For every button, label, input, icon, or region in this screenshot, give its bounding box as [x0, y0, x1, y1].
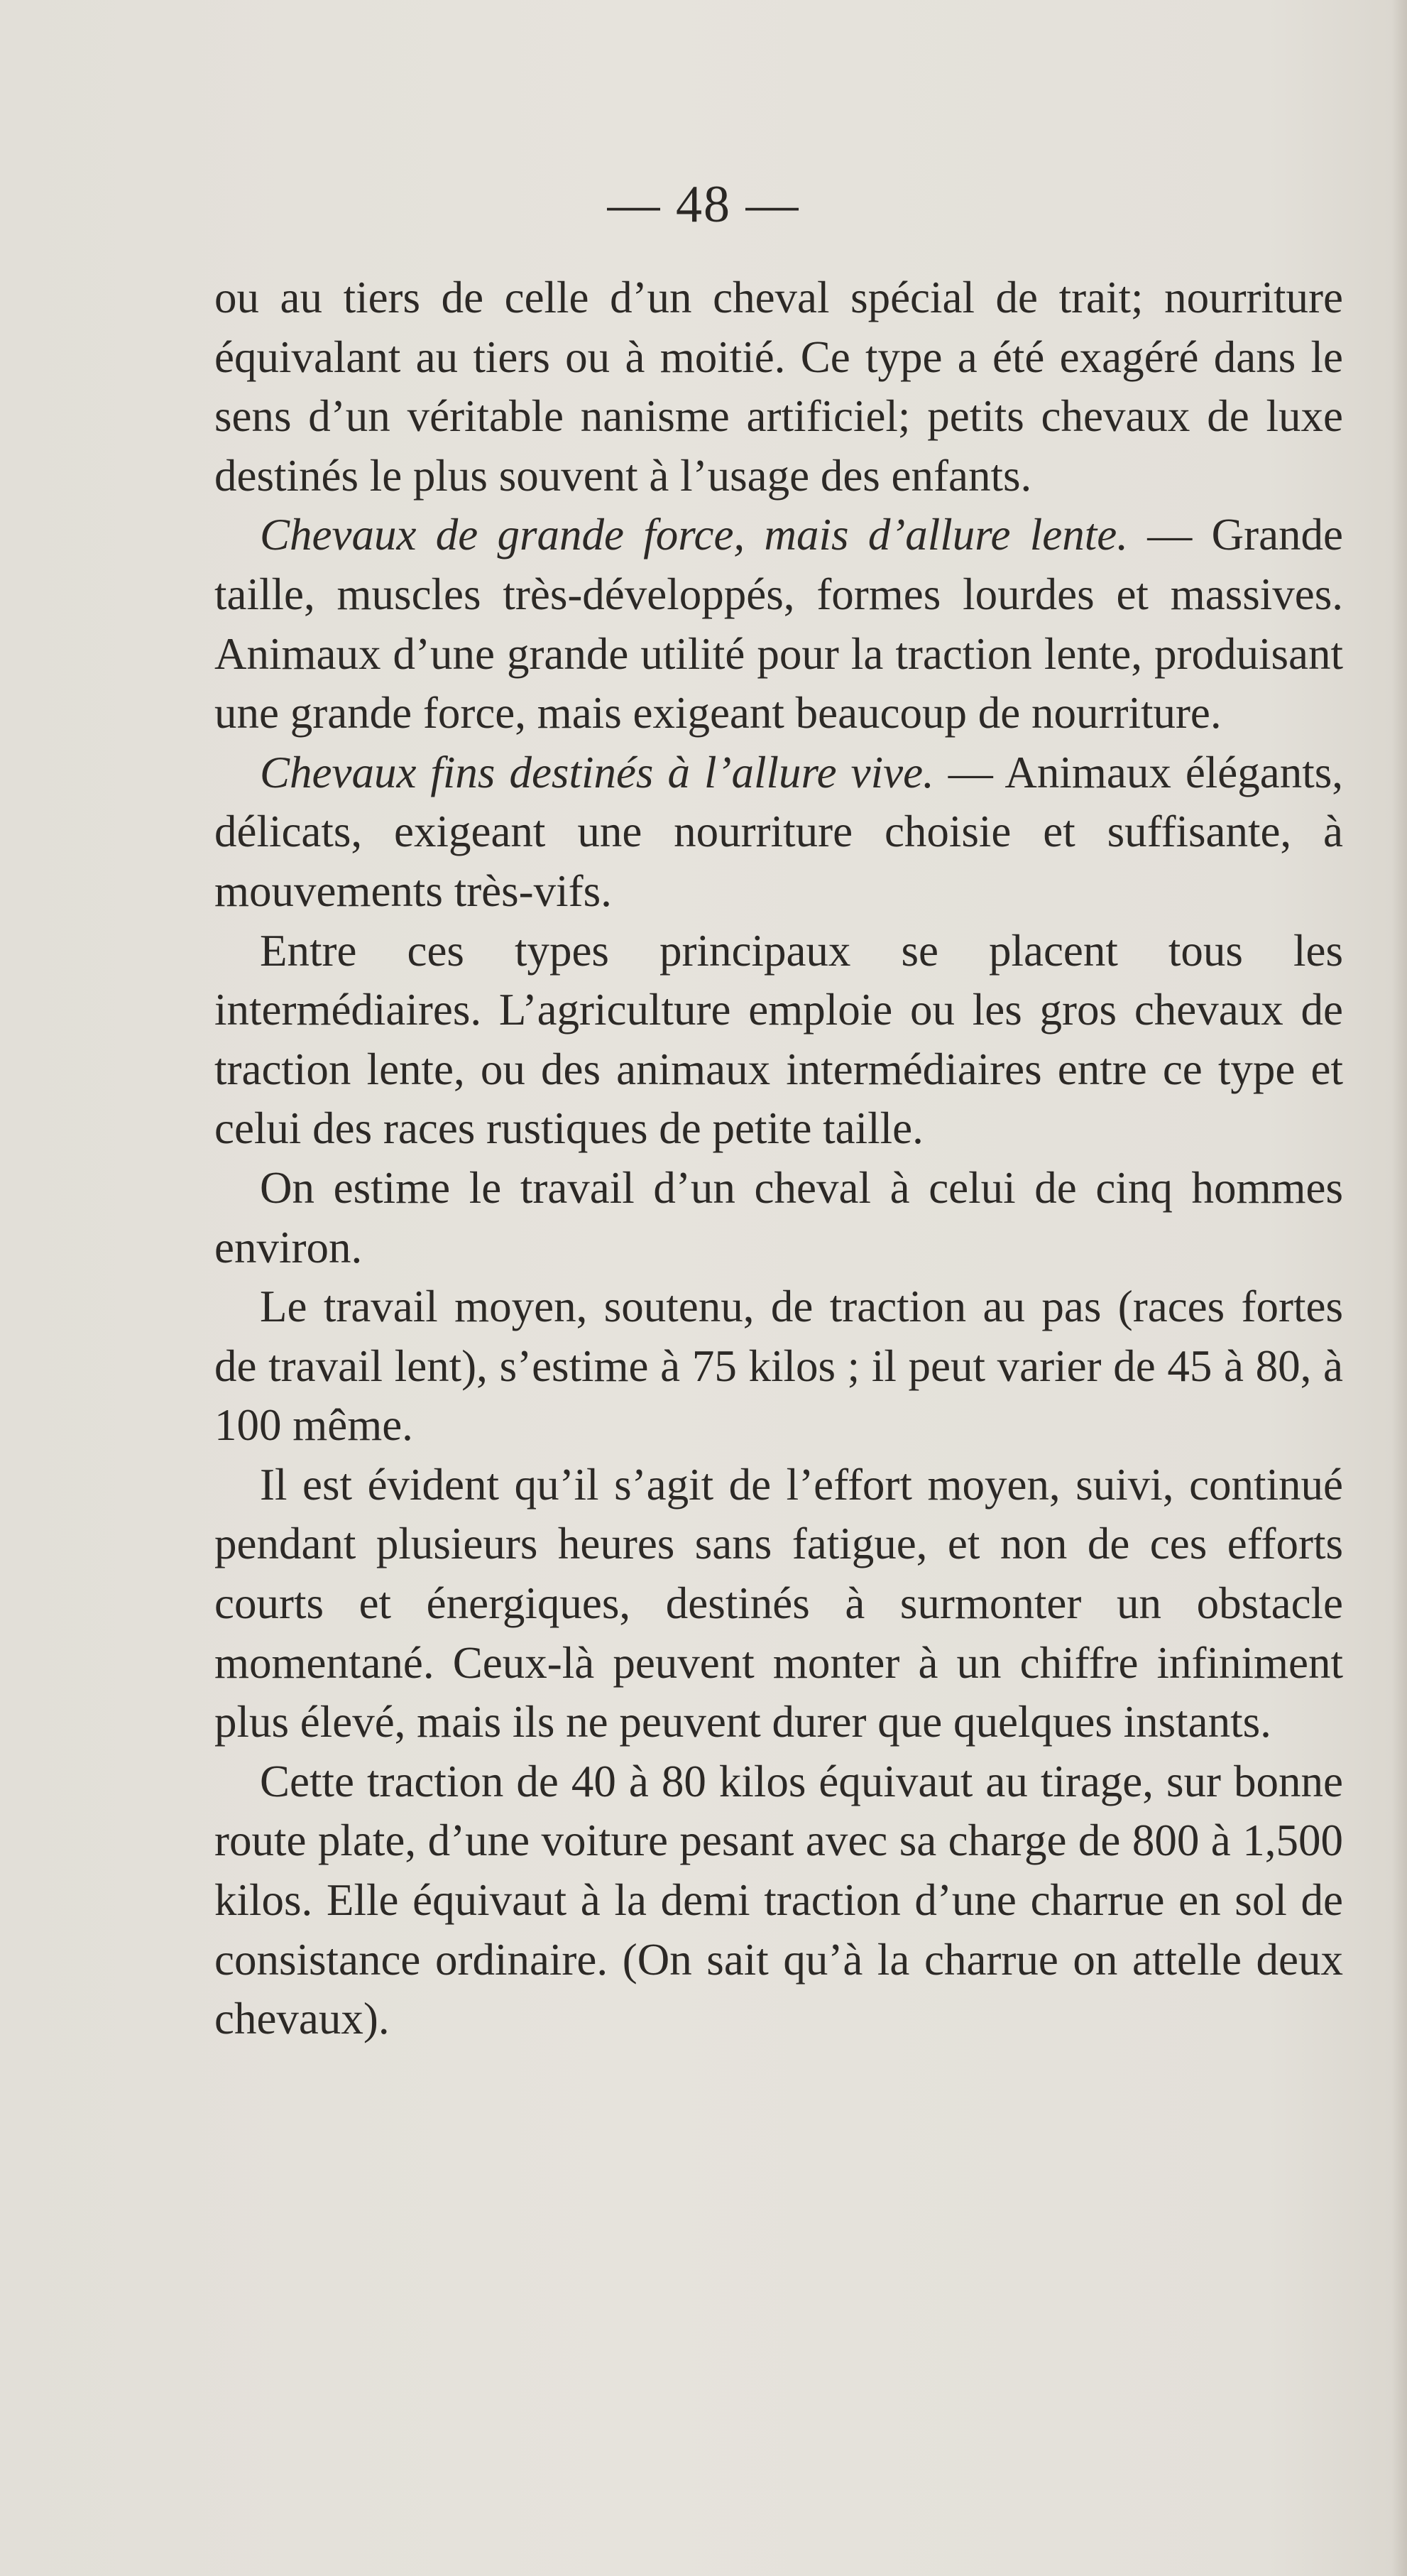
paragraph-1-text: ou au tiers de celle d’un cheval spécial de trait; nourriture équivalant au tiers ou à moitié. Ce type a été exagéré dans le sens d’un véritable nanisme artificiel; petits chevaux de luxe destinés le plus souvent à l’usage des enfants.	[214, 273, 1343, 501]
paragraph-8-text: Cette traction de 40 à 80 kilos équivaut au tirage, sur bonne route plate, d’une voiture pesant avec sa charge de 800 à 1,500 kilos. Elle équivaut à la demi traction d’une charrue en sol de consistance ordinaire. (On sait qu’à la charrue on attelle deux chevaux).	[214, 1756, 1343, 2044]
paragraph-5	[214, 1159, 1343, 1277]
page-edge-shadow	[1391, 0, 1407, 2576]
paragraph-6	[214, 1277, 1343, 1456]
page-number: — 48 —	[607, 175, 800, 234]
paragraph-3	[214, 743, 1343, 922]
paragraph-4-text: Entre ces types principaux se placent tous les intermédiaires. L’agriculture emploie ou les gros chevaux de traction lente, ou des animaux intermédiaires entre ce type et celui des races rustiques de petite taille.	[214, 925, 1343, 1154]
paragraph-8	[214, 1752, 1343, 2049]
paragraph-7	[214, 1456, 1343, 1752]
paragraph-4	[214, 922, 1343, 1159]
paragraph-7-text: Il est évident qu’il s’agit de l’effort moyen, suivi, continué pendant plusieurs heures sans fatigue, et non de ces efforts courts et énergiques, destinés à surmonter un obstacle momentané. Ceux-là peuvent monter à un chiffre infiniment plus élevé, mais ils ne peuvent durer que quelques instants.	[214, 1459, 1343, 1747]
paragraph-3-heading: Chevaux fins destinés à l’allure vive.	[260, 747, 934, 797]
paragraph-3-text: — Animaux élégants, délicats, exigeant une nourriture choisie et suffisante, à mouvements très-vifs.	[214, 747, 1343, 916]
body-text	[214, 268, 1343, 2049]
paragraph-2	[214, 506, 1343, 743]
paragraph-2-text: — Grande taille, muscles très-développés, formes lourdes et massives. Animaux d’une grande utilité pour la traction lente, produisant une grande force, mais exigeant beaucoup de nourriture.	[214, 510, 1343, 738]
paragraph-5-text: On estime le travail d’un cheval à celui de cinq hommes environ.	[214, 1162, 1343, 1272]
paragraph-2-heading: Chevaux de grande force, mais d’allure lente.	[260, 510, 1128, 560]
paragraph-1	[214, 268, 1343, 506]
paragraph-6-text: Le travail moyen, soutenu, de traction au pas (races fortes de travail lent), s’estime à 75 kilos ; il peut varier de 45 à 80, à 100 même.	[214, 1282, 1343, 1451]
